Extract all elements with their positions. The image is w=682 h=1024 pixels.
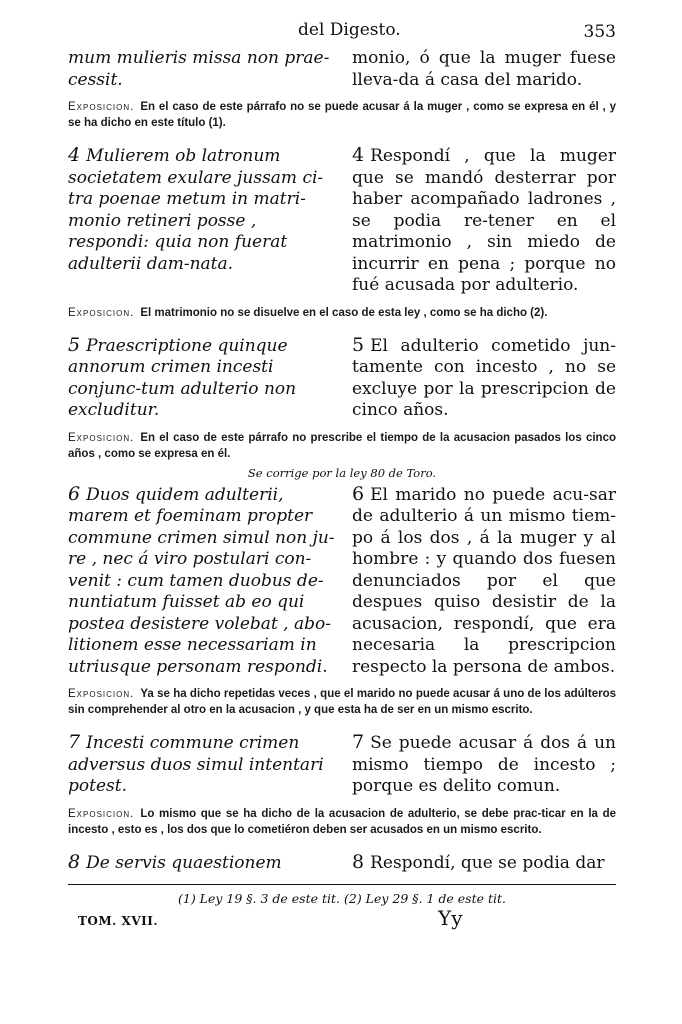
section-4 (68, 145, 616, 297)
latin-number: 8 (68, 850, 81, 873)
spanish-paragraph (352, 484, 616, 679)
spanish-number: 7 (352, 731, 365, 753)
spanish-paragraph (352, 335, 616, 422)
section-continuation (68, 48, 616, 91)
exposicion-text: Lo mismo que se ha dicho de la acusacion de adulterio, se debe prac-ticar en la de incesto , esto es , los dos que lo cometiéron deben ser acusados en un mismo escrito. (68, 807, 616, 836)
page-number: 353 (583, 22, 616, 42)
section-5 (68, 335, 616, 422)
page-header (68, 14, 616, 46)
footnote-rule (68, 884, 616, 885)
correction-note: Se corrige por la ley 80 de Toro. (247, 465, 437, 480)
volume-signature: TOM. XVII. (78, 914, 159, 928)
latin-text: De servis quaestionem (86, 852, 282, 873)
spanish-number: 5 (352, 333, 365, 356)
spanish-paragraph (352, 145, 616, 297)
exposicion-label: Exposicion. (68, 688, 135, 700)
exposicion-text: Ya se ha dicho repetidas veces , que el marido no puede acusar á uno de los adúlteros sin comprehender al otro en la acusacion , y que esta ha de ser en un mismo escrito. (68, 688, 616, 716)
page-footer (68, 906, 616, 936)
exposicion (68, 806, 616, 838)
exposicion (68, 686, 616, 718)
spanish-text: Respondí , que la muger que se mandó desterrar por haber acompañado ladrones , se podia re-tener en el matrimonio , sin miedo de incurrir en pena ; porque no fué acusada por adulterio. (352, 146, 616, 295)
latin-number: 7 (68, 731, 81, 753)
spanish-text: Se puede acusar á dos á un mismo tiempo de incesto ; porque es delito comun. (352, 733, 616, 796)
section-6 (68, 484, 616, 679)
spanish-text: El adulterio cometido jun-tamente con incesto , no se excluye por la prescripcion de cinco años. (352, 335, 616, 420)
latin-paragraph (68, 145, 338, 297)
section-7 (68, 732, 616, 798)
spanish-number: 8 (352, 850, 365, 873)
exposicion-label: Exposicion. (68, 101, 135, 113)
book-page (68, 14, 616, 936)
latin-number: 5 (68, 333, 81, 356)
latin-paragraph (68, 484, 338, 679)
latin-text: Mulierem ob latronum societatem exulare jussam ci-tra poenae metum in matri-monio retineri posse , respondi: quia non fuerat adulterii dam-nata. (68, 146, 324, 274)
spanish-paragraph (352, 852, 616, 875)
latin-text: Duos quidem adulterii, marem et foeminam propter commune crimen simul non ju-re , nec á viro postulari con-venit : cum tamen duobus de-nuntiatum fuisset ab eo qui postea desistere volebat , abo-litionem esse necessariam in utriusque personam respondi. (68, 484, 335, 677)
spanish-text: monio, ó que la muger fuese lleva-da á casa del marido. (352, 48, 616, 90)
exposicion (68, 305, 616, 321)
section-8 (68, 852, 616, 875)
exposicion-label: Exposicion. (68, 807, 135, 820)
running-title: del Digesto. (298, 20, 401, 40)
latin-text: Incesti commune crimen adversus duos simul intentari potest. (68, 733, 324, 796)
spanish-number: 6 (352, 482, 365, 505)
latin-text: Praescriptione quinque annorum crimen incesti conjunc-tum adulterio non excluditur. (68, 335, 297, 420)
latin-paragraph (68, 335, 338, 422)
exposicion (68, 99, 616, 131)
exposicion-text: El matrimonio no se disuelve en el caso de esta ley , como se ha dicho (2). (140, 306, 548, 319)
latin-text: mum mulieris missa non prae-cessit. (68, 48, 330, 90)
exposicion-text: En el caso de este párrafo no se puede acusar á la muger , como se expresa en él , y se ha dicho en este título (1). (68, 101, 616, 129)
latin-number: 4 (68, 144, 81, 166)
spanish-text: Respondí, que se podia dar (370, 852, 605, 873)
exposicion-label: Exposicion. (68, 306, 135, 319)
latin-paragraph (68, 852, 338, 875)
latin-paragraph (68, 732, 338, 798)
exposicion-text: En el caso de este párrafo no prescribe el tiempo de la acusacion pasados los cinco años , como se expresa en él. (68, 431, 616, 460)
exposicion (68, 430, 616, 462)
spanish-number: 4 (352, 144, 365, 166)
signature-mark: Yy (438, 906, 463, 930)
footnotes: (1) Ley 19 §. 3 de este tit. (2) Ley 29 §. 1 de este tit. (178, 891, 506, 906)
exposicion-label: Exposicion. (68, 431, 135, 444)
spanish-text: El marido no puede acu-sar de adulterio á un mismo tiem-po á los dos , á la muger y al hombre : y quando dos fuesen denunciados por el que despues quiso desistir de la acusacion, respondí, que era necesaria la prescripcion respecto la persona de ambos. (352, 484, 616, 677)
latin-number: 6 (68, 482, 81, 505)
spanish-paragraph (352, 732, 616, 798)
